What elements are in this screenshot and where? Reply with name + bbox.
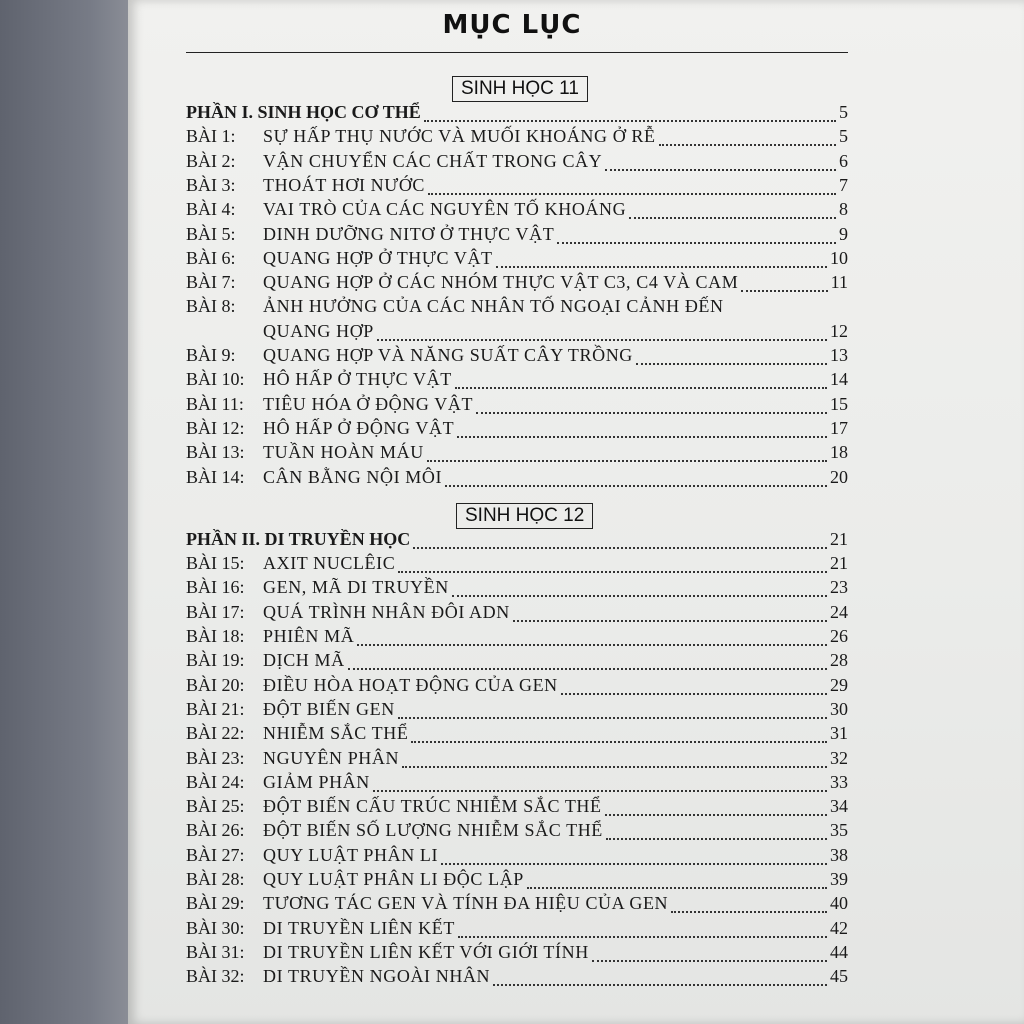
part-row [186,102,848,126]
lesson-number: BÀI 21: [186,698,245,719]
lesson-title: ẢNH HƯỞNG CỦA CÁC NHÂN TỐ NGOẠI CẢNH ĐẾN [263,296,724,317]
dot-leader [398,717,827,719]
lesson-row [186,369,848,393]
dot-leader [606,838,827,840]
page-number: 24 [830,601,848,622]
lesson-row [186,820,848,844]
lesson-title: QUY LUẬT PHÂN LI ĐỘC LẬP [263,869,524,889]
dot-leader [592,960,827,962]
dot-leader [741,290,827,292]
dot-leader [605,814,827,816]
dot-leader [357,644,827,646]
dot-leader [671,911,827,913]
lesson-number: BÀI 3: [186,174,236,195]
dot-leader [411,741,827,743]
lesson-row [186,248,848,272]
lesson-number: BÀI 24: [186,771,245,792]
lesson-number: BÀI 14: [186,466,245,487]
lesson-number: BÀI 29: [186,893,245,914]
section-header: SINH HỌC 11 [452,76,588,102]
lesson-title: HÔ HẤP Ở THỰC VẬT [263,369,452,390]
page-number: 26 [830,626,848,646]
lesson-number: BÀI 27: [186,844,245,865]
page-number: 20 [830,466,848,487]
page-number: 30 [830,698,848,719]
page-number: 15 [830,393,848,414]
lesson-number: BÀI 30: [186,917,245,938]
lesson-title: NGUYÊN PHÂN [263,747,400,768]
lesson-row [186,772,848,796]
lesson-title: DỊCH MÃ [263,650,345,671]
dot-leader [427,460,827,462]
dot-leader [496,266,827,268]
lesson-title: THOÁT HƠI NƯỚC [263,174,426,195]
lesson-title: TƯƠNG TÁC GEN VÀ TÍNH ĐA HIỆU CỦA GEN [263,893,669,914]
lesson-row [186,966,848,990]
lesson-title: QUY LUẬT PHÂN LI [263,844,439,865]
lesson-row [186,151,848,175]
lesson-title: DINH DƯỠNG NITƠ Ở THỰC VẬT [263,223,555,244]
page-number: 18 [830,442,848,463]
page-number: 28 [830,650,848,671]
lesson-number: BÀI 2: [186,150,236,171]
lesson-number: BÀI 32: [186,966,245,987]
page-number: 32 [830,747,848,768]
dot-leader [605,169,836,171]
lesson-title: TIÊU HÓA Ở ĐỘNG VẬT [263,393,474,414]
page-title: MỤC LỤC [442,10,582,40]
page-number: 13 [830,345,848,365]
lesson-row [186,175,848,199]
lesson-row [186,699,848,723]
page-number: 10 [830,247,848,268]
lesson-title-continued: QUANG HỢP [263,320,374,341]
page-number: 23 [830,577,848,598]
dot-leader [493,984,827,986]
dot-leader [377,339,827,341]
page-number: 33 [830,771,848,792]
page-number: 7 [839,174,848,195]
dot-leader [636,363,827,365]
lesson-number: BÀI 5: [186,223,236,244]
lesson-row [186,626,848,650]
page-number: 9 [839,223,848,244]
dot-leader [513,620,827,622]
page-number: 14 [830,369,848,390]
lesson-row [186,345,848,369]
lesson-number: BÀI 16: [186,577,245,598]
lesson-row [186,272,848,296]
lesson-title: QUANG HỢP VÀ NĂNG SUẤT CÂY TRỒNG [263,345,633,365]
dot-leader [428,193,836,195]
lesson-number: BÀI 7: [186,272,236,293]
page-number: 45 [830,966,848,987]
lesson-row [186,553,848,577]
page-number: 39 [830,869,848,889]
dot-leader [424,120,836,122]
lesson-title: PHIÊN MÃ [263,626,355,646]
page-number: 11 [830,272,848,293]
dot-leader [527,887,827,889]
page-number: 8 [839,199,848,220]
lesson-row [186,845,848,869]
dot-leader [561,693,827,695]
page-number: 21 [830,553,848,574]
lesson-title: HÔ HẤP Ở ĐỘNG VẬT [263,417,455,438]
lesson-row [186,723,848,747]
lesson-number: BÀI 9: [186,345,236,365]
title-rule [186,52,848,53]
dot-leader [402,766,827,768]
dot-leader [557,242,836,244]
dot-leader [629,217,836,219]
lesson-row [186,199,848,223]
lesson-row [186,918,848,942]
page-number: 42 [830,917,848,938]
dot-leader [398,571,827,573]
lesson-number: BÀI 22: [186,723,245,744]
lesson-number: BÀI 6: [186,247,236,268]
lesson-row [186,126,848,150]
page-number: 21 [830,528,848,549]
lesson-title: GEN, MÃ DI TRUYỀN [263,577,449,598]
lesson-row [186,224,848,248]
dot-leader [445,485,827,487]
page-number: 31 [830,723,848,744]
lesson-number: BÀI 8: [186,296,236,317]
lesson-number: BÀI 17: [186,601,245,622]
lesson-title: AXIT NUCLÊIC [263,553,396,574]
lesson-row [186,394,848,418]
dot-leader [458,936,827,938]
lesson-row [186,650,848,674]
dot-leader [659,144,836,146]
page-number: 5 [839,126,848,147]
part-label: PHẦN II. DI TRUYỀN HỌC [186,528,411,549]
lesson-row [186,796,848,820]
page-number: 34 [830,796,848,817]
lesson-number: BÀI 1: [186,126,236,147]
part-label: PHẦN I. SINH HỌC CƠ THỂ [186,102,421,122]
lesson-row [186,467,848,491]
lesson-title: GIẢM PHÂN [263,771,370,792]
lesson-row [186,942,848,966]
dot-leader [413,547,827,549]
page-number: 29 [830,674,848,695]
lesson-title: DI TRUYỀN LIÊN KẾT VỚI GIỚI TÍNH [263,941,589,962]
lesson-row [186,869,848,893]
lesson-title: DI TRUYỀN LIÊN KẾT [263,917,455,938]
page-number: 38 [830,844,848,865]
lesson-number: BÀI 10: [186,369,245,390]
lesson-number: BÀI 23: [186,747,245,768]
part-row [186,529,848,553]
dot-leader [348,668,827,670]
lesson-row-continued [186,321,848,345]
page-number: 12 [830,320,848,341]
page-number: 17 [830,417,848,438]
lesson-number: BÀI 18: [186,626,245,646]
lesson-number: BÀI 25: [186,796,245,817]
lesson-row [186,577,848,601]
dot-leader [452,595,827,597]
lesson-number: BÀI 15: [186,553,245,574]
lesson-number: BÀI 28: [186,869,245,889]
lesson-title: VẬN CHUYỂN CÁC CHẤT TRONG CÂY [263,150,603,171]
lesson-title: ĐIỀU HÒA HOẠT ĐỘNG CỦA GEN [263,674,558,695]
lesson-number: BÀI 4: [186,199,236,220]
lesson-number: BÀI 13: [186,442,245,463]
lesson-number: BÀI 11: [186,393,244,414]
lesson-title: ĐỘT BIẾN SỐ LƯỢNG NHIỄM SẮC THỂ [263,820,603,841]
lesson-row [186,296,848,320]
dot-leader [457,436,827,438]
lesson-title: VAI TRÒ CỦA CÁC NGUYÊN TỐ KHOÁNG [263,199,627,220]
lesson-number: BÀI 19: [186,650,245,671]
lesson-title: ĐỘT BIẾN GEN [263,698,395,719]
section-header: SINH HỌC 12 [456,503,593,529]
page-number: 40 [830,893,848,914]
book-spine-shadow [0,0,128,1024]
lesson-number: BÀI 26: [186,820,245,841]
page-number: 5 [839,102,848,122]
lesson-title: SỰ HẤP THỤ NƯỚC VÀ MUỐI KHOÁNG Ở RỄ [263,126,656,147]
page-number: 44 [830,941,848,962]
lesson-title: NHIỄM SẮC THỂ [263,723,409,744]
lesson-row [186,675,848,699]
lesson-row [186,602,848,626]
page-number: 35 [830,820,848,841]
lesson-title: QUANG HỢP Ở THỰC VẬT [263,247,493,268]
dot-leader [455,387,827,389]
lesson-title: CÂN BẰNG NỘI MÔI [263,466,443,487]
lesson-title: TUẦN HOÀN MÁU [263,442,424,463]
dot-leader [441,863,827,865]
lesson-row [186,893,848,917]
lesson-row [186,442,848,466]
lesson-number: BÀI 31: [186,941,245,962]
lesson-title: QUÁ TRÌNH NHÂN ĐÔI ADN [263,601,510,622]
lesson-row [186,418,848,442]
lesson-title: QUANG HỢP Ở CÁC NHÓM THỰC VẬT C3, C4 VÀ CAM [263,272,739,293]
lesson-title: ĐỘT BIẾN CẤU TRÚC NHIỄM SẮC THỂ [263,796,602,817]
page-number: 6 [839,150,848,171]
dot-leader [373,790,827,792]
dot-leader [476,412,827,414]
lesson-number: BÀI 20: [186,674,245,695]
lesson-title: DI TRUYỀN NGOÀI NHÂN [263,966,491,987]
lesson-row [186,748,848,772]
lesson-number: BÀI 12: [186,417,245,438]
